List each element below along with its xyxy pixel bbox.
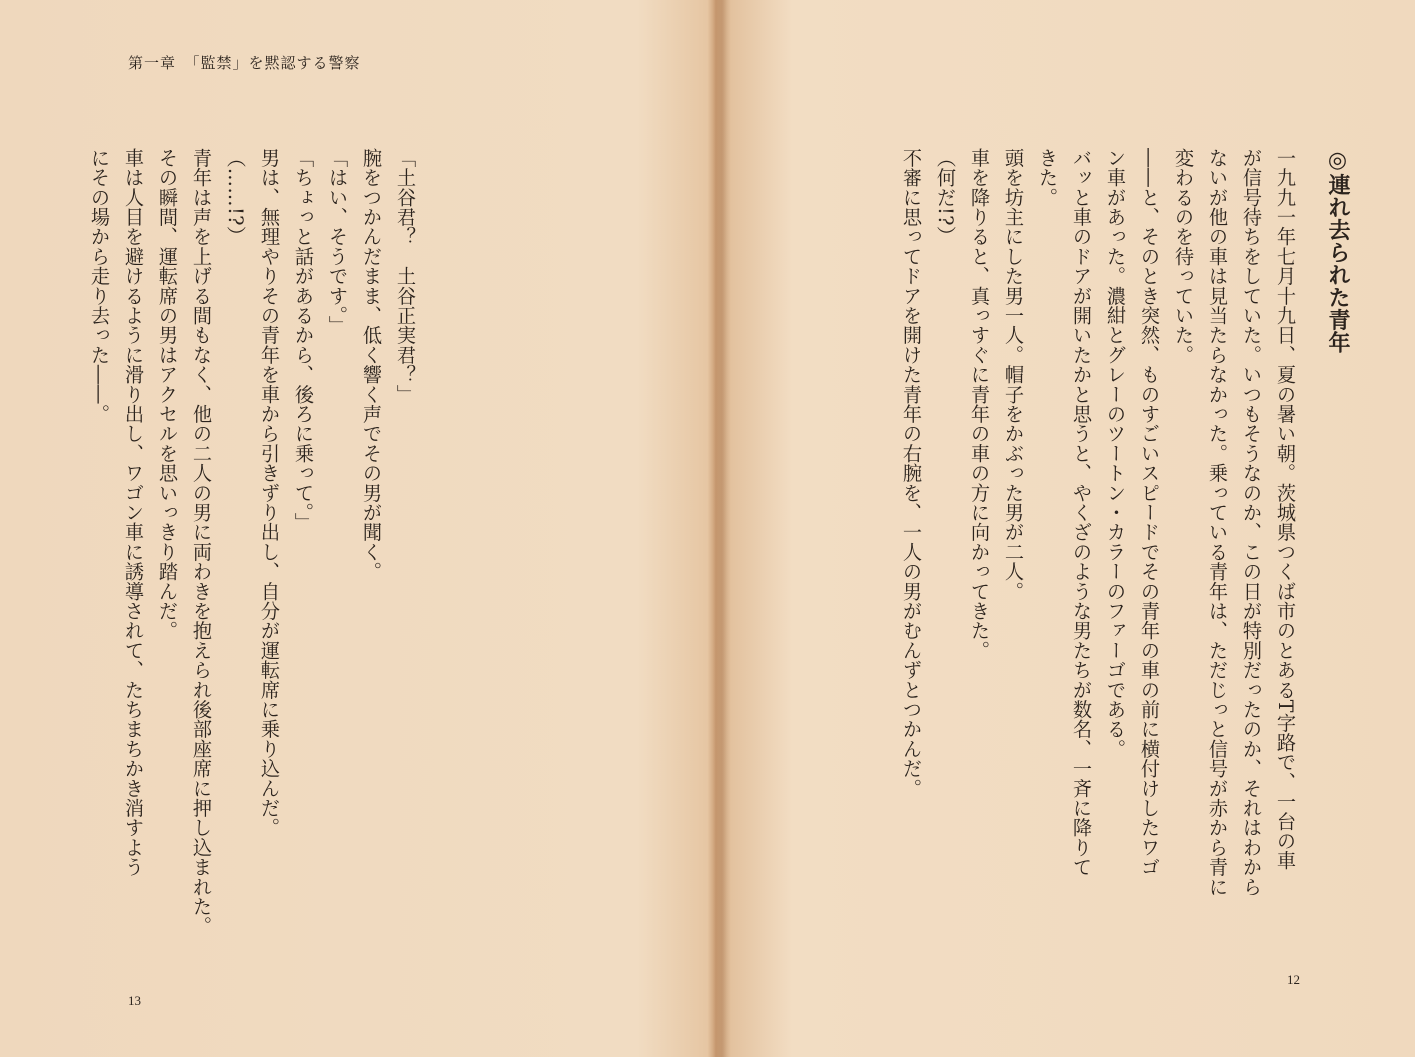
body-line: 「ちょっと話があるから、後ろに乗って。」 [292, 148, 315, 533]
running-head: 第一章 「監禁」を黙認する警察 [128, 54, 361, 72]
body-line: 腕をつかんだまま、低く響く声でその男が聞く。 [360, 148, 383, 582]
right-page [720, 0, 1415, 1057]
body-line: 車を降りると、真っすぐに青年の車の方に向かってきた。 [968, 148, 991, 661]
body-line: バッと車のドアが開いたかと思うと、やくざのような男たちが数名、一斉に降りて [1070, 148, 1093, 877]
body-line: ――と、そのとき突然、ものすごいスピードでその青年の車の前に横付けしたワゴ [1138, 148, 1161, 877]
body-line: ン車があった。濃紺とグレーのツートン・カラーのファーゴである。 [1104, 148, 1127, 759]
body-line: 変わるのを待っていた。 [1172, 148, 1195, 365]
body-line: 青年は声を上げる間もなく、他の二人の男に両わきを抱えられ後部座席に押し込まれた。 [190, 148, 213, 936]
body-line: （何だ!?） [934, 148, 957, 246]
page-number: 12 [1287, 972, 1300, 987]
body-line: その瞬間、運転席の男はアクセルを思いっきり踏んだ。 [156, 148, 179, 641]
body-line: 一九九一年七月十九日、夏の暑い朝。茨城県つくば市のとあるT字路で、一台の車 [1274, 148, 1297, 871]
body-line: 頭を坊主にした男一人。帽子をかぶった男が二人。 [1002, 148, 1025, 602]
body-line: にその場から走り去った――。 [88, 148, 111, 424]
body-line: 不審に思ってドアを開けた青年の右腕を、一人の男がむんずとつかんだ。 [900, 148, 923, 799]
body-line: 「はい、そうです。」 [326, 148, 349, 336]
page-number: 13 [128, 993, 141, 1008]
body-line: 男は、無理やりその青年を車から引きずり出し、自分が運転席に乗り込んだ。 [258, 148, 281, 838]
right-page-body [812, 148, 1354, 978]
section-heading: ◎連れ去られた青年 [1325, 148, 1350, 354]
body-line: ないが他の車は見当たらなかった。乗っている青年は、ただじっと信号が赤から青に [1206, 148, 1229, 897]
left-page-body [88, 148, 422, 978]
body-line: 「土谷君？ 土谷正実君？」 [394, 148, 417, 405]
body-line: が信号待ちをしていた。いつもそうなのか、この日が特別だったのか、それはわから [1240, 148, 1263, 897]
body-line: きた。 [1036, 148, 1059, 208]
body-line: （……!?） [224, 148, 247, 246]
body-line: 車は人目を避けるように滑り出し、ワゴン車に誘導されて、たちまちかき消すよう [122, 148, 145, 877]
